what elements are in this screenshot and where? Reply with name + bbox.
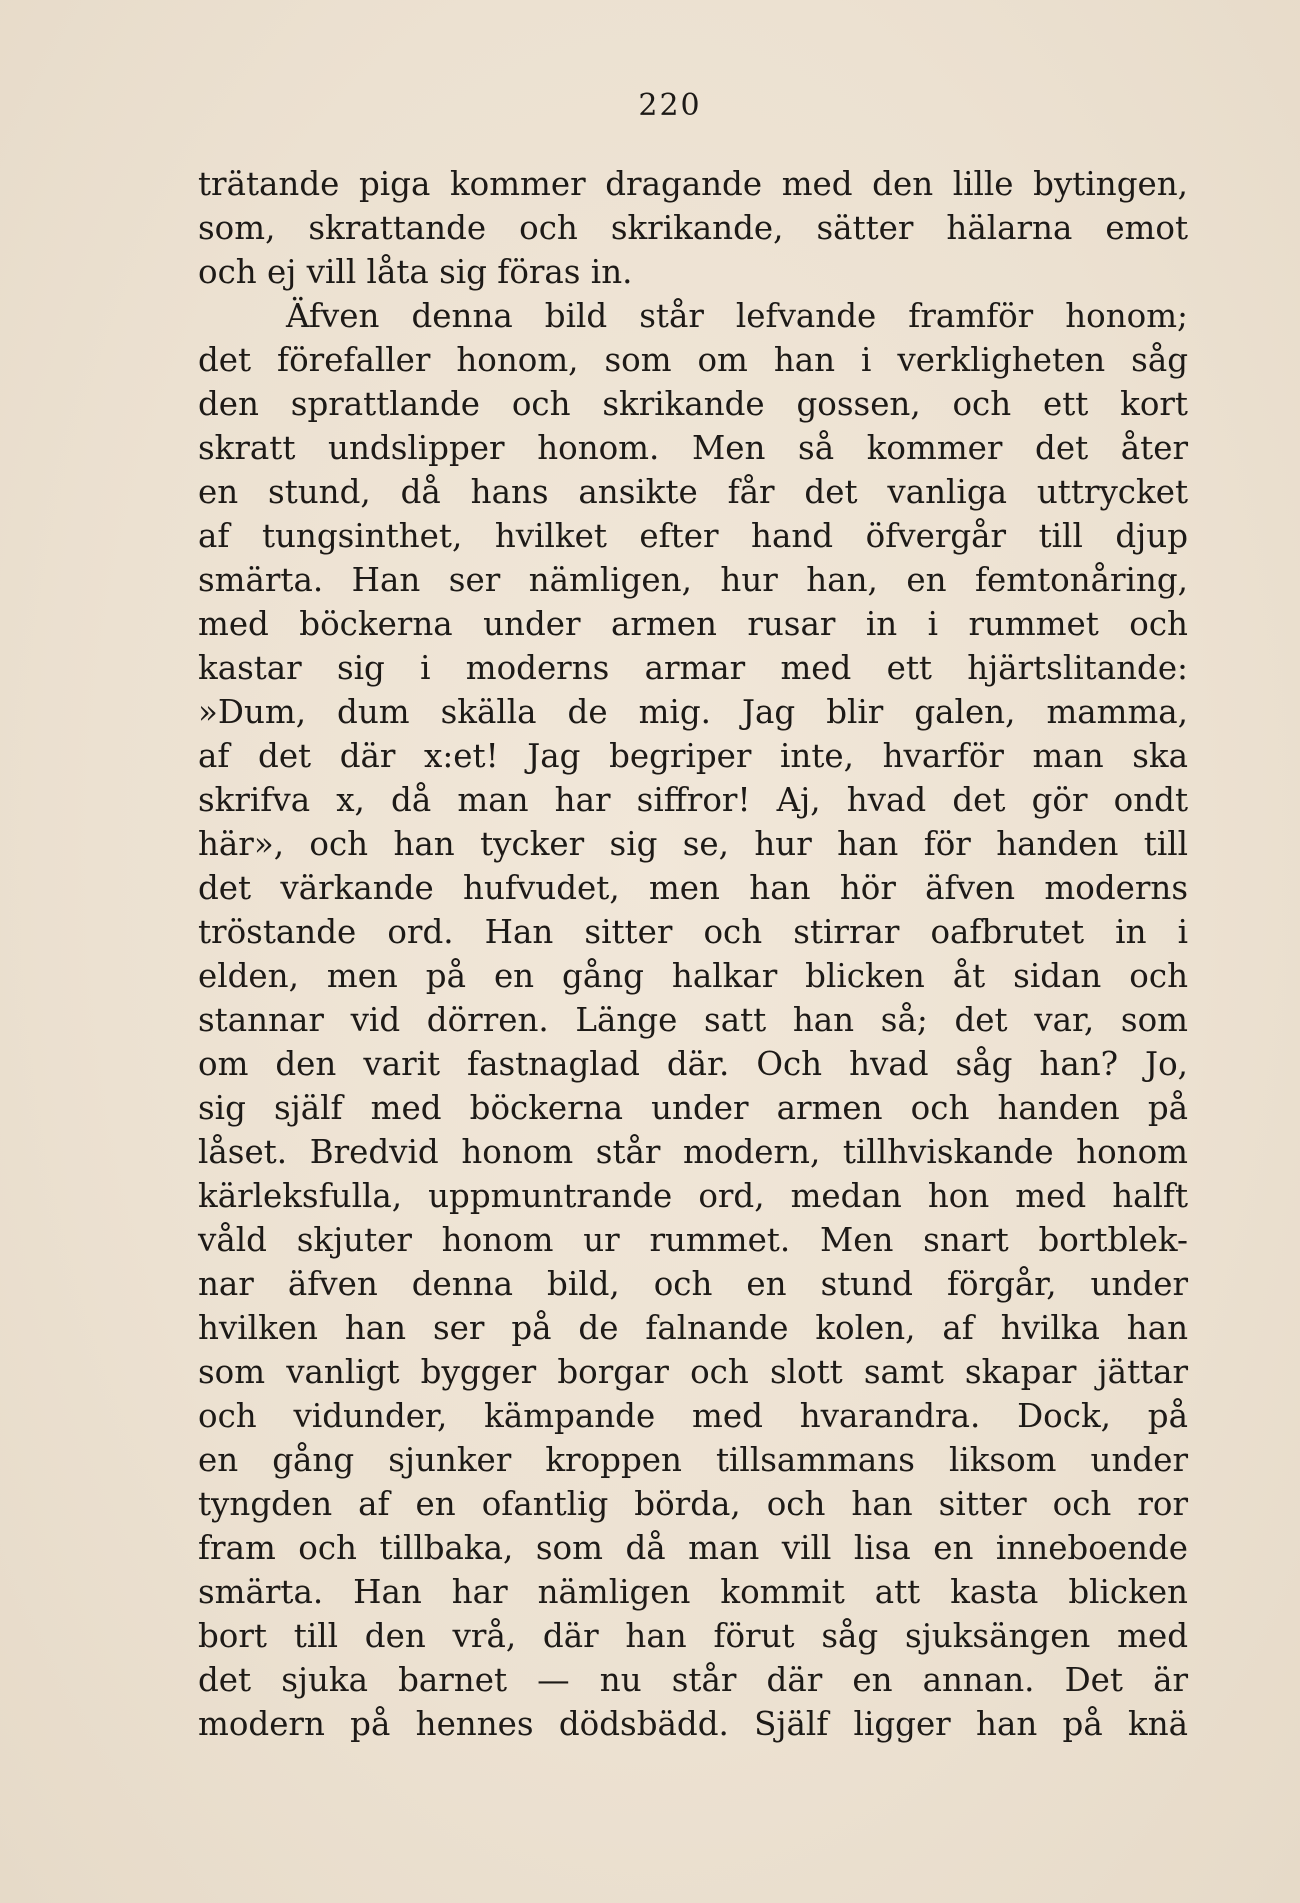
- text-line: »Dum, dum skälla de mig. Jag blir galen, mamma,: [198, 693, 1188, 731]
- text-line: med böckerna under armen rusar in i rummet och: [198, 605, 1188, 643]
- text-line: hvilken han ser på de falnande kolen, af hvilka han: [198, 1309, 1188, 1347]
- text-line: som, skrattande och skrikande, sätter hälarna emot: [198, 209, 1188, 247]
- text-line: af det där x:et! Jag begriper inte, hvarför man ska: [198, 737, 1188, 775]
- text-line: skratt undslipper honom. Men så kommer det åter: [198, 429, 1188, 467]
- text-line: kastar sig i moderns armar med ett hjärtslitande:: [198, 649, 1188, 687]
- text-line: det sjuka barnet — nu står där en annan. Det är: [198, 1661, 1188, 1699]
- text-line: tröstande ord. Han sitter och stirrar oafbrutet in i: [198, 913, 1188, 951]
- text-line: här», och han tycker sig se, hur han för handen till: [198, 825, 1188, 863]
- text-line: af tungsinthet, hvilket efter hand öfvergår till djup: [198, 517, 1188, 555]
- text-line: kärleksfulla, uppmuntrande ord, medan hon med halft: [198, 1177, 1188, 1215]
- body-text: [198, 162, 1188, 1746]
- text-line: och vidunder, kämpande med hvarandra. Dock, på: [198, 1397, 1188, 1435]
- text-line: en gång sjunker kroppen tillsammans liksom under: [198, 1441, 1188, 1479]
- text-line: den sprattlande och skrikande gossen, och ett kort: [198, 385, 1188, 423]
- text-line: elden, men på en gång halkar blicken åt sidan och: [198, 957, 1188, 995]
- text-line: tyngden af en ofantlig börda, och han sitter och ror: [198, 1485, 1188, 1523]
- text-line: fram och tillbaka, som då man vill lisa en inneboende: [198, 1529, 1188, 1567]
- text-line: stannar vid dörren. Länge satt han så; det var, som: [198, 1001, 1188, 1039]
- text-line: låset. Bredvid honom står modern, tillhviskande honom: [198, 1133, 1188, 1171]
- text-line: modern på hennes dödsbädd. Själf ligger han på knä: [198, 1705, 1188, 1743]
- text-line: bort till den vrå, där han förut såg sjuksängen med: [198, 1617, 1188, 1655]
- text-line: det förefaller honom, som om han i verkligheten såg: [198, 341, 1188, 379]
- text-line: och ej vill låta sig föras in.: [198, 253, 633, 291]
- text-line: som vanligt bygger borgar och slott samt skapar jättar: [198, 1353, 1188, 1391]
- text-line: nar äfven denna bild, och en stund förgår, under: [198, 1265, 1188, 1303]
- page-number: 220: [638, 88, 702, 123]
- text-line: det värkande hufvudet, men han hör äfven moderns: [198, 869, 1188, 907]
- text-line: våld skjuter honom ur rummet. Men snart bortblek-: [198, 1221, 1188, 1259]
- text-line: en stund, då hans ansikte får det vanliga uttrycket: [198, 473, 1188, 511]
- text-line: trätande piga kommer dragande med den lille bytingen,: [198, 165, 1188, 203]
- paragraph-start-line: Äfven denna bild står lefvande framför honom;: [286, 297, 1188, 335]
- text-line: smärta. Han ser nämligen, hur han, en femtonåring,: [198, 561, 1188, 599]
- text-line: sig själf med böckerna under armen och handen på: [198, 1089, 1188, 1127]
- text-line: smärta. Han har nämligen kommit att kasta blicken: [198, 1573, 1188, 1611]
- text-line: om den varit fastnaglad där. Och hvad såg han? Jo,: [198, 1045, 1188, 1083]
- text-line: skrifva x, då man har siffror! Aj, hvad det gör ondt: [198, 781, 1188, 819]
